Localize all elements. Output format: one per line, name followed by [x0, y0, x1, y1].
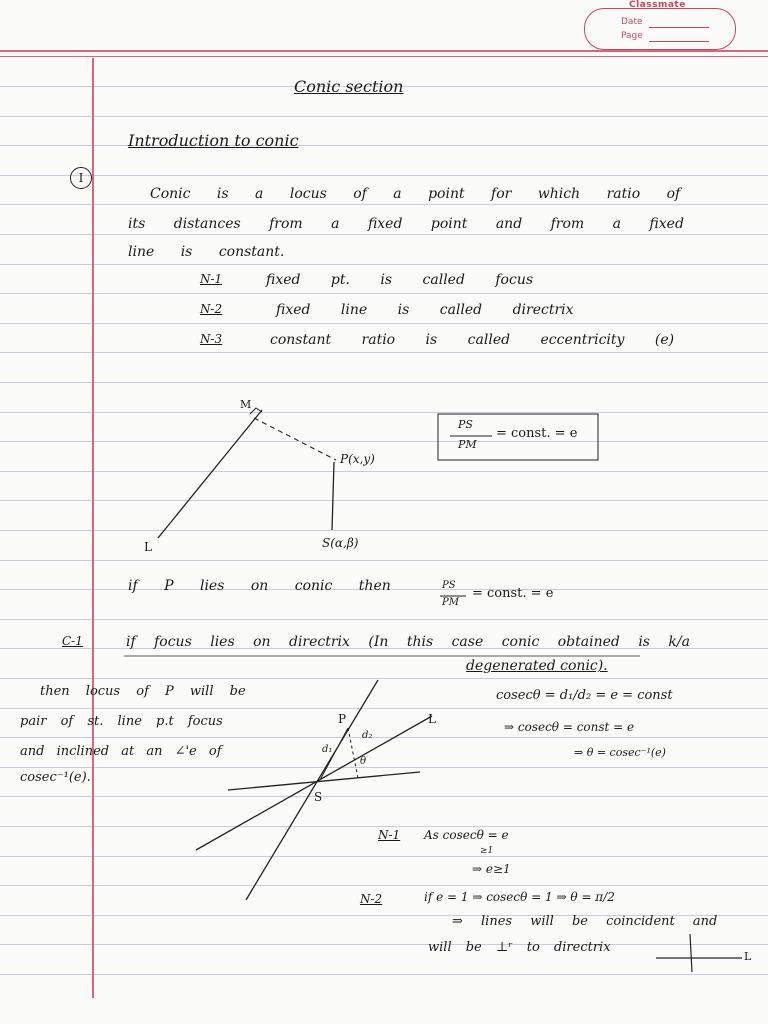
condition-rhs: = const. = e	[472, 586, 554, 601]
diagram2-label-L: L	[428, 712, 436, 726]
case-left-line-2: pair of st. line p.t focus	[20, 714, 223, 729]
note-2-label: N-2	[200, 302, 223, 316]
directrix-line	[158, 410, 262, 538]
stamp-date-label: Date	[621, 17, 643, 27]
pm-dashed-line	[254, 418, 336, 460]
label-M: M	[240, 398, 252, 411]
case-1-line-1: if focus lies on directrix (In this case conic obtained is k/a	[126, 634, 690, 650]
section-heading: Introduction to conic	[128, 131, 299, 150]
stamp-brand: Classmate	[629, 0, 686, 10]
case-right-line-3: ⇒ θ = cosec⁻¹(e)	[574, 746, 666, 759]
page-title: Conic section	[294, 77, 404, 96]
case-1-label: C-1	[62, 634, 83, 648]
case-1-line-2: degenerated conic).	[466, 658, 608, 674]
case-right-line-2: ⇒ cosecθ = const = e	[504, 720, 635, 734]
bottom-note-2-line-2: ⇒ lines will be coincident and	[452, 914, 718, 929]
corner-label-L: L	[744, 950, 752, 963]
bottom-note-2-line-3: will be ⊥ʳ to directrix	[428, 940, 611, 955]
bottom-note-1-sub2: ⇒ e≥1	[472, 862, 511, 876]
ps-line	[332, 462, 334, 530]
locus-line-2	[246, 680, 378, 900]
diagram2-label-theta: θ	[360, 756, 367, 767]
condition-text: if P lies on conic then	[128, 578, 391, 594]
diagram2-label-S: S	[314, 790, 323, 804]
note-3-label: N-3	[200, 332, 223, 346]
box-denominator: PM	[458, 438, 477, 451]
directrix-2-line	[228, 772, 420, 790]
bottom-note-2-text: if e = 1 ⇒ cosecθ = 1 ⇒ θ = π/2	[424, 890, 615, 904]
d2-dashed	[348, 728, 358, 778]
box-rhs: = const. = e	[496, 426, 578, 441]
item-number: I	[70, 167, 92, 189]
diagram2-label-P: P	[338, 712, 347, 726]
diagram2-label-d2: d₂	[362, 730, 373, 741]
bottom-note-1-text: As cosecθ = e	[424, 828, 509, 842]
bottom-note-1-sub: ≥1	[480, 846, 494, 856]
label-P: P(x,y)	[340, 452, 375, 466]
case-left-line-3: and inclined at an ∠'e of	[20, 744, 222, 759]
note-2-text: fixed line is called directrix	[276, 302, 574, 318]
case-right-line-1: cosecθ = d₁/d₂ = e = const	[496, 688, 673, 703]
box-numerator: PS	[458, 418, 473, 431]
case-left-line-4: cosec⁻¹(e).	[20, 770, 91, 785]
condition-numerator: PS	[442, 580, 456, 591]
label-L: L	[144, 540, 152, 554]
case-left-line-1: then locus of P will be	[40, 684, 246, 699]
stamp-page-label: Page	[621, 31, 643, 41]
note-1-label: N-1	[200, 272, 223, 286]
bottom-note-2-label: N-2	[360, 892, 383, 906]
bottom-note-1-label: N-1	[378, 828, 401, 842]
condition-denominator: PM	[442, 597, 459, 608]
definition-line-1: Conic is a locus of a point for which ratio of	[150, 186, 681, 202]
definition-line-2: its distances from a fixed point and from a fixed	[128, 216, 684, 232]
corner-vertical	[690, 934, 692, 972]
note-1-text: fixed pt. is called focus	[266, 272, 534, 288]
label-S: S(α,β)	[322, 536, 359, 550]
diagram2-label-d1: d₁	[322, 744, 333, 755]
note-3-text: constant ratio is called eccentricity (e)	[270, 332, 675, 348]
definition-line-3: line is constant.	[128, 244, 285, 260]
